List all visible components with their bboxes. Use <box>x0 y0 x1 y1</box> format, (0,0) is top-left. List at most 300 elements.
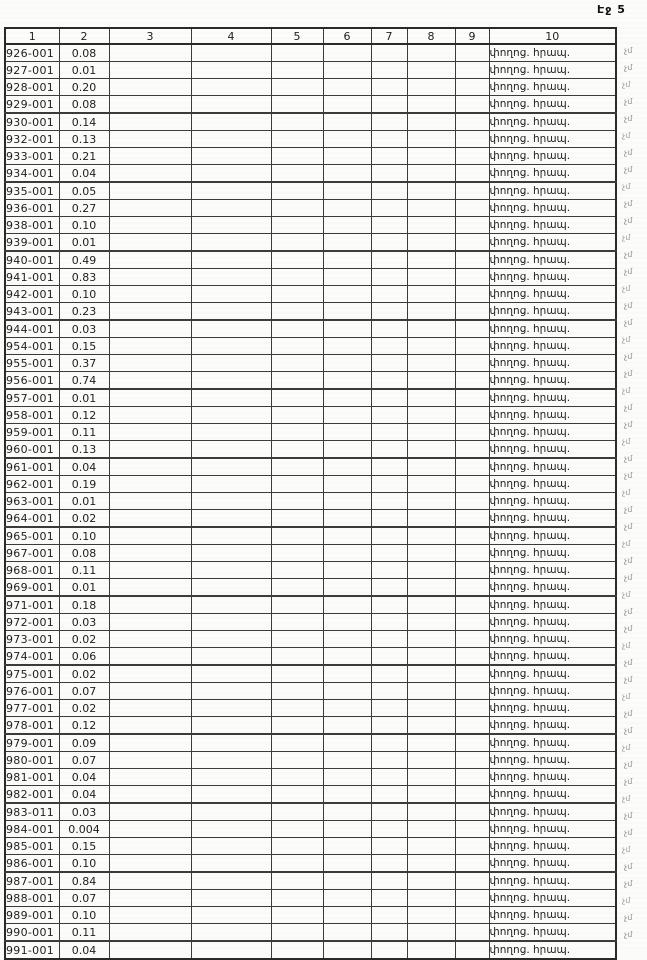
empty-cell <box>271 752 323 769</box>
table-row <box>5 527 616 545</box>
table-row <box>5 165 616 183</box>
table-row <box>5 182 616 200</box>
empty-cell <box>407 752 455 769</box>
empty-cell <box>323 752 371 769</box>
table-row <box>5 424 616 441</box>
category-cell: փողոց. հրապ. <box>489 424 616 441</box>
empty-cell <box>191 890 271 907</box>
empty-cell <box>371 941 407 959</box>
empty-cell <box>371 596 407 614</box>
empty-cell <box>271 941 323 959</box>
empty-cell <box>271 596 323 614</box>
empty-cell <box>407 320 455 338</box>
table-body <box>5 44 616 959</box>
table-row <box>5 389 616 407</box>
empty-cell <box>407 62 455 79</box>
value-cell: 0.10 <box>59 286 109 303</box>
empty-cell <box>271 372 323 390</box>
empty-cell <box>109 631 191 648</box>
empty-cell <box>323 665 371 683</box>
empty-cell <box>323 389 371 407</box>
empty-cell <box>271 821 323 838</box>
empty-cell <box>109 131 191 148</box>
table-row <box>5 407 616 424</box>
empty-cell <box>455 493 489 510</box>
empty-cell <box>271 286 323 303</box>
empty-cell <box>323 407 371 424</box>
empty-cell <box>371 355 407 372</box>
margin-note: չմ <box>622 896 631 905</box>
empty-cell <box>191 441 271 459</box>
value-cell: 0.09 <box>59 734 109 752</box>
empty-cell <box>323 79 371 96</box>
empty-cell <box>455 476 489 493</box>
empty-cell <box>323 562 371 579</box>
empty-cell <box>109 389 191 407</box>
code-cell: 957-001 <box>5 389 59 407</box>
empty-cell <box>407 148 455 165</box>
empty-cell <box>323 907 371 924</box>
empty-cell <box>191 286 271 303</box>
empty-cell <box>371 131 407 148</box>
empty-cell <box>407 355 455 372</box>
empty-cell <box>271 890 323 907</box>
empty-cell <box>191 131 271 148</box>
empty-cell <box>109 44 191 62</box>
empty-cell <box>271 717 323 735</box>
margin-note: չմ <box>624 624 633 633</box>
empty-cell <box>407 493 455 510</box>
margin-note: չմ <box>624 250 633 259</box>
value-cell: 0.74 <box>59 372 109 390</box>
empty-cell <box>407 545 455 562</box>
margin-note: չմ <box>624 420 633 429</box>
empty-cell <box>191 493 271 510</box>
empty-cell <box>191 734 271 752</box>
empty-cell <box>455 683 489 700</box>
empty-cell <box>271 148 323 165</box>
category-cell: փողոց. հրապ. <box>489 648 616 666</box>
margin-note: չմ <box>624 454 633 463</box>
table-row <box>5 631 616 648</box>
table-row <box>5 148 616 165</box>
value-cell: 0.15 <box>59 838 109 855</box>
value-cell: 0.18 <box>59 596 109 614</box>
value-cell: 0.13 <box>59 131 109 148</box>
empty-cell <box>371 62 407 79</box>
empty-cell <box>455 527 489 545</box>
empty-cell <box>455 113 489 131</box>
category-cell: փողոց. հրապ. <box>489 96 616 114</box>
category-cell: փողոց. հրապ. <box>489 579 616 597</box>
empty-cell <box>109 700 191 717</box>
empty-cell <box>407 200 455 217</box>
empty-cell <box>407 648 455 666</box>
empty-cell <box>191 769 271 786</box>
empty-cell <box>371 562 407 579</box>
code-cell: 978-001 <box>5 717 59 735</box>
empty-cell <box>407 786 455 804</box>
empty-cell <box>455 803 489 821</box>
header-row <box>5 28 616 44</box>
code-cell: 979-001 <box>5 734 59 752</box>
empty-cell <box>407 665 455 683</box>
value-cell: 0.07 <box>59 890 109 907</box>
empty-cell <box>407 872 455 890</box>
empty-cell <box>271 510 323 528</box>
empty-cell <box>455 648 489 666</box>
empty-cell <box>371 527 407 545</box>
empty-cell <box>371 320 407 338</box>
empty-cell <box>191 700 271 717</box>
empty-cell <box>191 562 271 579</box>
col-header-4: 4 <box>191 28 271 44</box>
code-cell: 986-001 <box>5 855 59 873</box>
empty-cell <box>455 286 489 303</box>
code-cell: 935-001 <box>5 182 59 200</box>
code-cell: 944-001 <box>5 320 59 338</box>
empty-cell <box>323 803 371 821</box>
empty-cell <box>109 303 191 321</box>
empty-cell <box>109 269 191 286</box>
margin-note: չմ <box>624 46 633 55</box>
margin-note: չմ <box>624 318 633 327</box>
margin-note: չմ <box>624 828 633 837</box>
value-cell: 0.08 <box>59 44 109 62</box>
category-cell: փողոց. հրապ. <box>489 510 616 528</box>
empty-cell <box>455 458 489 476</box>
empty-cell <box>371 890 407 907</box>
empty-cell <box>191 234 271 252</box>
empty-cell <box>407 527 455 545</box>
table-row <box>5 441 616 459</box>
value-cell: 0.02 <box>59 510 109 528</box>
empty-cell <box>455 424 489 441</box>
value-cell: 0.11 <box>59 562 109 579</box>
empty-cell <box>109 941 191 959</box>
empty-cell <box>455 148 489 165</box>
empty-cell <box>109 148 191 165</box>
empty-cell <box>271 96 323 114</box>
category-cell: փողոց. հրապ. <box>489 79 616 96</box>
data-table <box>4 27 617 960</box>
category-cell: փողոց. հրապ. <box>489 217 616 234</box>
empty-cell <box>407 700 455 717</box>
empty-cell <box>407 251 455 269</box>
value-cell: 0.04 <box>59 165 109 183</box>
empty-cell <box>407 269 455 286</box>
empty-cell <box>323 113 371 131</box>
empty-cell <box>271 338 323 355</box>
margin-note: չմ <box>624 777 633 786</box>
category-cell: փողոց. հրապ. <box>489 717 616 735</box>
category-cell: փողոց. հրապ. <box>489 200 616 217</box>
value-cell: 0.03 <box>59 803 109 821</box>
value-cell: 0.12 <box>59 717 109 735</box>
table-row <box>5 596 616 614</box>
empty-cell <box>407 182 455 200</box>
code-cell: 932-001 <box>5 131 59 148</box>
value-cell: 0.49 <box>59 251 109 269</box>
empty-cell <box>109 320 191 338</box>
code-cell: 983-011 <box>5 803 59 821</box>
empty-cell <box>109 803 191 821</box>
empty-cell <box>407 683 455 700</box>
margin-note: չմ <box>624 675 633 684</box>
empty-cell <box>407 596 455 614</box>
empty-cell <box>455 269 489 286</box>
code-cell: 934-001 <box>5 165 59 183</box>
code-cell: 956-001 <box>5 372 59 390</box>
empty-cell <box>109 855 191 873</box>
empty-cell <box>371 338 407 355</box>
empty-cell <box>323 338 371 355</box>
margin-note: չմ <box>622 488 631 497</box>
category-cell: փողոց. հրապ. <box>489 407 616 424</box>
margin-note: չմ <box>624 148 633 157</box>
empty-cell <box>455 131 489 148</box>
empty-cell <box>323 631 371 648</box>
empty-cell <box>271 389 323 407</box>
empty-cell <box>323 372 371 390</box>
page-number-label: Էջ 5 <box>597 3 626 16</box>
empty-cell <box>271 614 323 631</box>
category-cell: փողոց. հրապ. <box>489 890 616 907</box>
code-cell: 991-001 <box>5 941 59 959</box>
empty-cell <box>455 79 489 96</box>
category-cell: փողոց. հրապ. <box>489 855 616 873</box>
empty-cell <box>271 786 323 804</box>
empty-cell <box>371 579 407 597</box>
empty-cell <box>109 872 191 890</box>
empty-cell <box>455 855 489 873</box>
empty-cell <box>109 96 191 114</box>
value-cell: 0.06 <box>59 648 109 666</box>
empty-cell <box>109 562 191 579</box>
empty-cell <box>371 493 407 510</box>
margin-note: չմ <box>624 301 633 310</box>
empty-cell <box>271 545 323 562</box>
empty-cell <box>271 872 323 890</box>
table-row <box>5 907 616 924</box>
empty-cell <box>109 493 191 510</box>
category-cell: փողոց. հրապ. <box>489 941 616 959</box>
empty-cell <box>191 683 271 700</box>
empty-cell <box>407 614 455 631</box>
code-cell: 939-001 <box>5 234 59 252</box>
table-row <box>5 855 616 873</box>
empty-cell <box>191 717 271 735</box>
margin-note: չմ <box>622 131 631 140</box>
code-cell: 981-001 <box>5 769 59 786</box>
category-cell: փողոց. հրապ. <box>489 234 616 252</box>
empty-cell <box>455 407 489 424</box>
empty-cell <box>323 596 371 614</box>
empty-cell <box>191 872 271 890</box>
category-cell: փողոց. հրապ. <box>489 872 616 890</box>
margin-note: չմ <box>622 437 631 446</box>
table-row <box>5 372 616 390</box>
table-row <box>5 234 616 252</box>
category-cell: փողոց. հրապ. <box>489 131 616 148</box>
empty-cell <box>109 665 191 683</box>
category-cell: փողոց. հրապ. <box>489 355 616 372</box>
value-cell: 0.04 <box>59 941 109 959</box>
table-row <box>5 786 616 804</box>
empty-cell <box>371 821 407 838</box>
value-cell: 0.07 <box>59 683 109 700</box>
empty-cell <box>455 786 489 804</box>
empty-cell <box>271 62 323 79</box>
empty-cell <box>455 631 489 648</box>
empty-cell <box>323 251 371 269</box>
code-cell: 942-001 <box>5 286 59 303</box>
margin-note: չմ <box>624 199 633 208</box>
empty-cell <box>455 769 489 786</box>
category-cell: փողոց. հրապ. <box>489 562 616 579</box>
empty-cell <box>271 476 323 493</box>
margin-note: չմ <box>624 726 633 735</box>
margin-note: չմ <box>624 97 633 106</box>
empty-cell <box>109 355 191 372</box>
value-cell: 0.10 <box>59 855 109 873</box>
table-row <box>5 458 616 476</box>
empty-cell <box>455 872 489 890</box>
empty-cell <box>407 803 455 821</box>
value-cell: 0.004 <box>59 821 109 838</box>
empty-cell <box>191 251 271 269</box>
empty-cell <box>407 424 455 441</box>
empty-cell <box>371 924 407 942</box>
empty-cell <box>323 476 371 493</box>
empty-cell <box>109 458 191 476</box>
code-cell: 971-001 <box>5 596 59 614</box>
category-cell: փողոց. հրապ. <box>489 182 616 200</box>
empty-cell <box>271 424 323 441</box>
code-cell: 938-001 <box>5 217 59 234</box>
empty-cell <box>407 131 455 148</box>
empty-cell <box>191 217 271 234</box>
empty-cell <box>323 769 371 786</box>
empty-cell <box>191 200 271 217</box>
margin-note: չմ <box>624 607 633 616</box>
code-cell: 961-001 <box>5 458 59 476</box>
margin-note: չմ <box>624 862 633 871</box>
empty-cell <box>455 355 489 372</box>
code-cell: 988-001 <box>5 890 59 907</box>
table-row <box>5 734 616 752</box>
empty-cell <box>323 579 371 597</box>
table-row <box>5 200 616 217</box>
value-cell: 0.13 <box>59 441 109 459</box>
value-cell: 0.27 <box>59 200 109 217</box>
empty-cell <box>371 269 407 286</box>
empty-cell <box>271 803 323 821</box>
margin-note: չմ <box>624 811 633 820</box>
code-cell: 926-001 <box>5 44 59 62</box>
table-row <box>5 752 616 769</box>
empty-cell <box>191 96 271 114</box>
empty-cell <box>407 855 455 873</box>
empty-cell <box>109 648 191 666</box>
empty-cell <box>455 717 489 735</box>
empty-cell <box>271 855 323 873</box>
empty-cell <box>109 838 191 855</box>
empty-cell <box>371 545 407 562</box>
empty-cell <box>271 303 323 321</box>
category-cell: փողոց. հրապ. <box>489 338 616 355</box>
empty-cell <box>407 372 455 390</box>
empty-cell <box>407 407 455 424</box>
value-cell: 0.08 <box>59 96 109 114</box>
code-cell: 962-001 <box>5 476 59 493</box>
empty-cell <box>371 424 407 441</box>
empty-cell <box>407 338 455 355</box>
empty-cell <box>371 113 407 131</box>
empty-cell <box>323 131 371 148</box>
category-cell: փողոց. հրապ. <box>489 803 616 821</box>
empty-cell <box>191 79 271 96</box>
empty-cell <box>271 234 323 252</box>
code-cell: 989-001 <box>5 907 59 924</box>
table-row <box>5 803 616 821</box>
category-cell: փողոց. հրապ. <box>489 476 616 493</box>
category-cell: փողոց. հրապ. <box>489 148 616 165</box>
empty-cell <box>323 838 371 855</box>
table-row <box>5 476 616 493</box>
code-cell: 960-001 <box>5 441 59 459</box>
code-cell: 927-001 <box>5 62 59 79</box>
margin-note: չմ <box>624 709 633 718</box>
empty-cell <box>455 165 489 183</box>
empty-cell <box>191 165 271 183</box>
table-row <box>5 562 616 579</box>
code-cell: 955-001 <box>5 355 59 372</box>
empty-cell <box>191 803 271 821</box>
value-cell: 0.02 <box>59 700 109 717</box>
empty-cell <box>455 700 489 717</box>
code-cell: 936-001 <box>5 200 59 217</box>
empty-cell <box>191 924 271 942</box>
margin-note: չմ <box>622 692 631 701</box>
empty-cell <box>323 941 371 959</box>
empty-cell <box>191 821 271 838</box>
table-row <box>5 96 616 114</box>
empty-cell <box>109 476 191 493</box>
empty-cell <box>407 717 455 735</box>
category-cell: փողոց. հրապ. <box>489 44 616 62</box>
col-header-6: 6 <box>323 28 371 44</box>
category-cell: փողոց. հրապ. <box>489 251 616 269</box>
table-row <box>5 872 616 890</box>
empty-cell <box>109 407 191 424</box>
empty-cell <box>109 527 191 545</box>
empty-cell <box>455 752 489 769</box>
empty-cell <box>371 803 407 821</box>
value-cell: 0.05 <box>59 182 109 200</box>
empty-cell <box>271 648 323 666</box>
code-cell: 990-001 <box>5 924 59 942</box>
empty-cell <box>109 441 191 459</box>
empty-cell <box>371 96 407 114</box>
table-row <box>5 338 616 355</box>
margin-note: չմ <box>624 114 633 123</box>
empty-cell <box>371 907 407 924</box>
empty-cell <box>191 838 271 855</box>
empty-cell <box>455 217 489 234</box>
empty-cell <box>407 458 455 476</box>
value-cell: 0.02 <box>59 665 109 683</box>
